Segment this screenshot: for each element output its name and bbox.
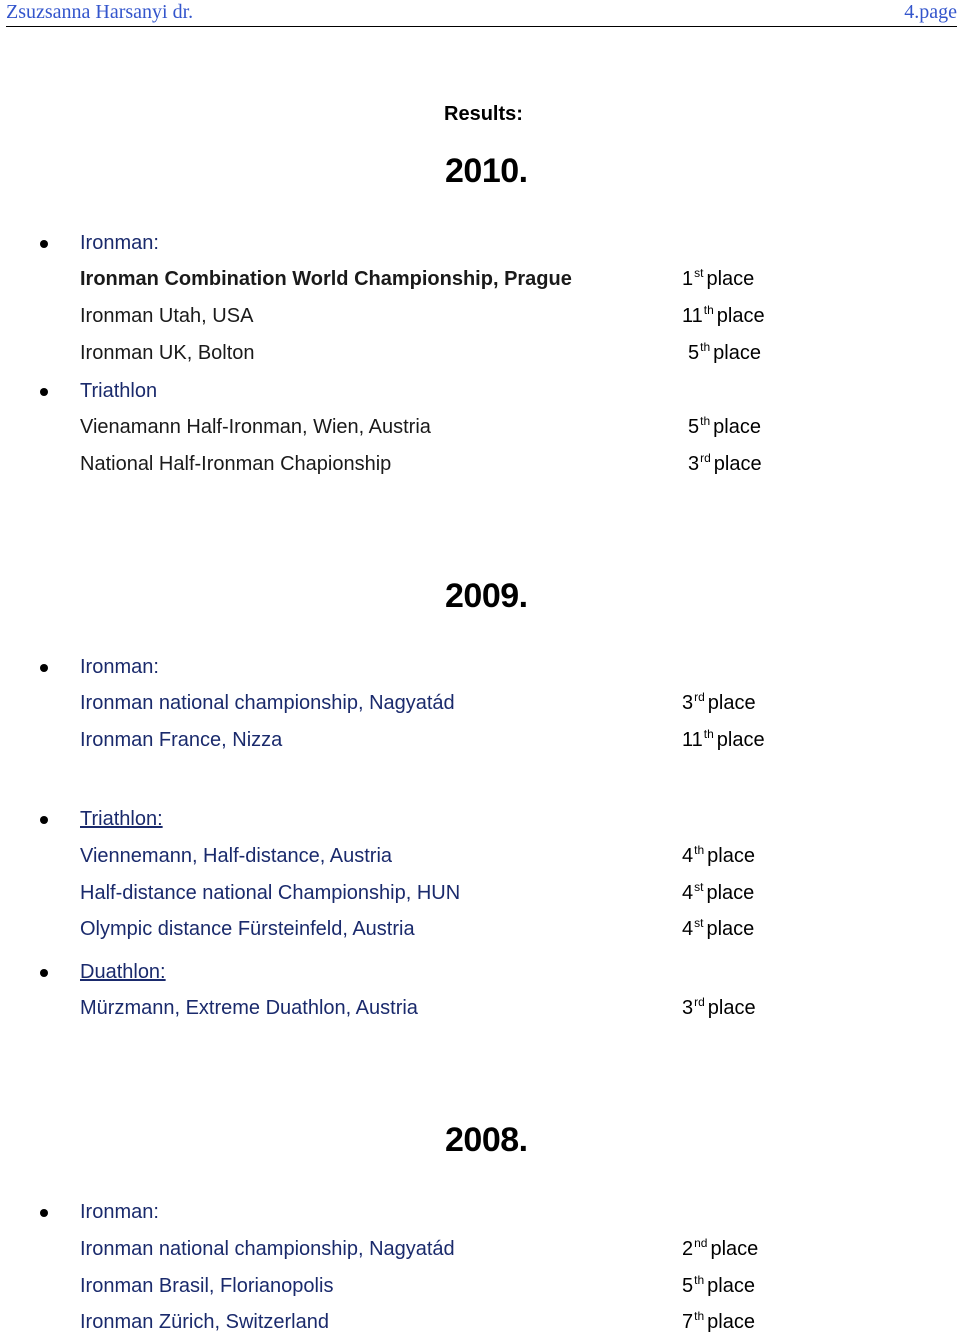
category-row (0, 380, 960, 406)
placement: 4st place (682, 916, 755, 940)
placement: 4th place (682, 843, 755, 867)
placement: 5th place (688, 414, 761, 438)
author-name: Zsuzsanna Harsanyi dr. (6, 1, 194, 23)
placement: 3rd place (682, 995, 756, 1019)
bullet-icon (40, 816, 48, 824)
category-row (0, 656, 960, 682)
category-label: Ironman: (80, 656, 159, 678)
results-heading: Results: (444, 103, 523, 125)
year-heading-2008: 2008. (445, 1121, 528, 1159)
category-row (0, 232, 960, 258)
event-name: Ironman national championship, Nagyatád (80, 692, 455, 714)
result-row (0, 918, 960, 944)
year-heading-2010: 2010. (445, 152, 528, 190)
bullet-icon (40, 1209, 48, 1217)
result-row (0, 692, 960, 718)
event-name: Ironman Zürich, Switzerland (80, 1311, 329, 1333)
page-header (6, 0, 957, 27)
event-name: Ironman Combination World Championship, Prague (80, 268, 572, 290)
event-name: Ironman Utah, USA (80, 305, 254, 327)
event-name: Mürzmann, Extreme Duathlon, Austria (80, 997, 418, 1019)
event-name: National Half-Ironman Chapionship (80, 453, 392, 475)
event-name: Viennemann, Half-distance, Austria (80, 845, 393, 867)
result-row (0, 997, 960, 1023)
placement: 7th place (682, 1309, 755, 1333)
category-label: Triathlon (80, 380, 158, 402)
bullet-icon (40, 969, 48, 977)
result-row (0, 342, 960, 368)
bullet-icon (40, 240, 48, 248)
bullet-icon (40, 664, 48, 672)
category-row (0, 1201, 960, 1227)
result-row (0, 882, 960, 908)
result-row (0, 305, 960, 331)
result-row (0, 416, 960, 442)
event-name: Ironman national championship, Nagyatád (80, 1238, 455, 1260)
result-row (0, 1238, 960, 1264)
category-label: Duathlon: (80, 961, 166, 983)
result-row (0, 453, 960, 479)
placement: 5th place (682, 1273, 755, 1297)
category-label: Ironman: (80, 1201, 159, 1223)
event-name: Vienamann Half-Ironman, Wien, Austria (80, 416, 431, 438)
category-row (0, 808, 960, 834)
placement: 5th place (688, 340, 761, 364)
year-heading-2009: 2009. (445, 577, 528, 615)
placement: 11th place (682, 727, 765, 751)
category-label: Triathlon: (80, 808, 163, 830)
event-name: Ironman Brasil, Florianopolis (80, 1275, 334, 1297)
bullet-icon (40, 388, 48, 396)
placement: 4st place (682, 880, 755, 904)
placement: 11th place (682, 303, 765, 327)
placement: 2nd place (682, 1236, 759, 1260)
event-name: Ironman France, Nizza (80, 729, 283, 751)
result-row (0, 1311, 960, 1337)
placement: 3rd place (682, 690, 756, 714)
category-row (0, 961, 960, 987)
placement: 3rd place (688, 451, 762, 475)
result-row (0, 268, 960, 294)
event-name: Olympic distance Fürsteinfeld, Austria (80, 918, 415, 940)
category-label: Ironman: (80, 232, 159, 254)
event-name: Half-distance national Championship, HUN (80, 882, 461, 904)
page-number: 4.page (904, 1, 957, 23)
result-row (0, 845, 960, 871)
placement: 1st place (682, 266, 755, 290)
event-name: Ironman UK, Bolton (80, 342, 255, 364)
result-row (0, 1275, 960, 1301)
result-row (0, 729, 960, 755)
